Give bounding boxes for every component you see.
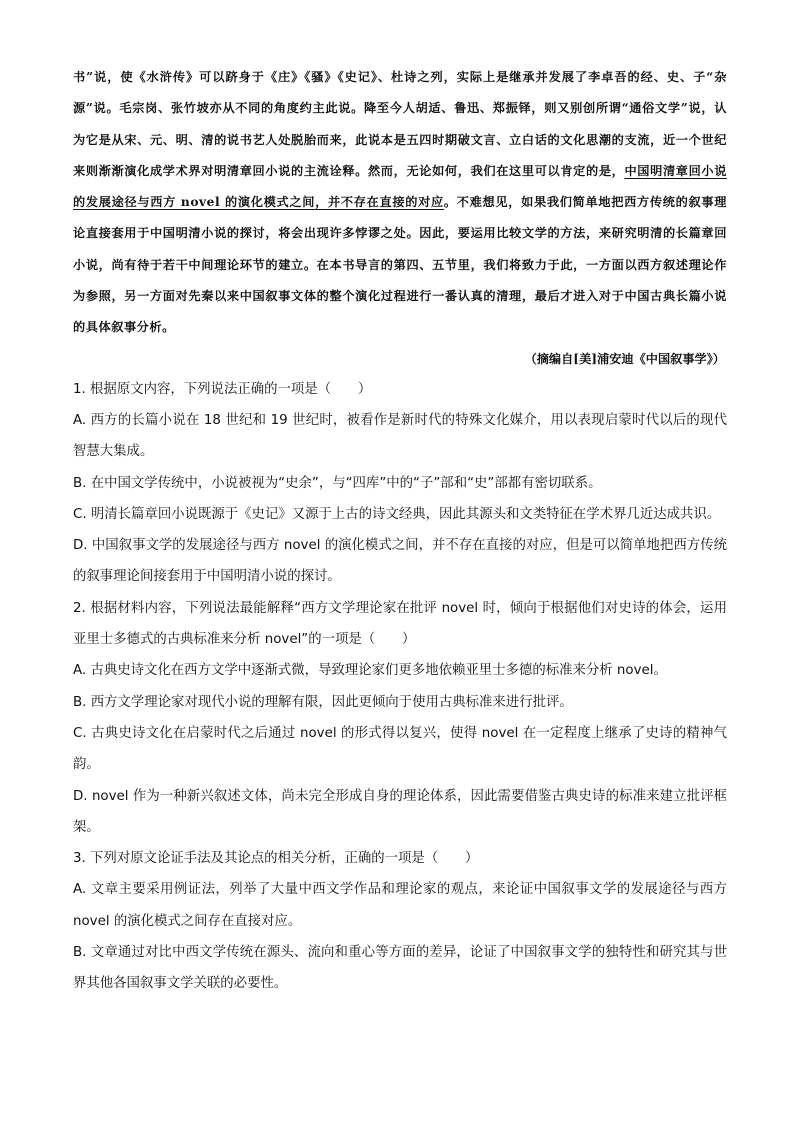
question-stem: 1. 根据原文内容，下列说法正确的一项是（ ） (73, 381, 372, 397)
passage-text-b: 。不难想见，如果我们简单地把西方传统的叙事理论直接套用于中国明清小说的探讨，将会出现许多悖谬之处。因此，要运用比较文学的方法，来研究明清的长篇章回小说，尚有待于若干中间理论环节的建立。在本书导言的第四、五节里，我们将致力于此，一方面以西方叙述理论作为参照，另一方面对先秦以来中国叙事文体的整个演化过程进行一番认真的清理，最后才进入对于中国古典长篇小说的具体叙事分析。 (73, 195, 727, 335)
passage-text-a: 书”说，使《水浒传》可以跻身于《庄》《骚》《史记》、杜诗之列，实际上是继承并发展了李卓吾的经、史、子“杂源”说。毛宗岗、张竹坡亦从不同的角度约主此说。降至今人胡适、鲁迅、郑振铎，则又别创所谓“通俗文学”说，认为它是从宋、元、明、清的说书艺人处脱胎而来，此说本是五四时期破文言、立白话的文化思潮的支流，近一个世纪来则渐渐演化成学术界对明清章回小说的主流诠释。然而，无论如何，我们在这里可以肯定的是， (73, 70, 727, 178)
option-a: A. 西方的长篇小说在 18 世纪和 19 世纪时，被看作是新时代的特殊文化媒介，用以表现启蒙时代以后的现代智慧大集成。 (73, 412, 727, 460)
question-stem: 2. 根据材料内容，下列说法最能解释“西方文学理论家在批评 novel 时，倾向于根据他们对史诗的体会，运用亚里士多德式的古典标准来分析 novel”的一项是（ ） (73, 600, 727, 648)
question-3 (73, 843, 727, 999)
option-a: A. 文章主要采用例证法，列举了大量中西文学作品和理论家的观点，来论证中国叙事文学的发展途径与西方 novel 的演化模式之间存在直接对应。 (73, 882, 727, 929)
question-stem: 3. 下列对原文论证手法及其论点的相关分析，正确的一项是（ ） (73, 851, 479, 867)
option-b: B. 在中国文学传统中，小说被视为“史余”，与“四库”中的“子”部和“史”部都有密切联系。 (73, 475, 602, 491)
question-list (73, 374, 727, 1000)
option-c: C. 明清长篇章回小说既源于《史记》又源于上古的诗文经典，因此其源头和文类特征在学术界几近达成共识。 (73, 506, 721, 522)
option-c: C. 古典史诗文化在启蒙时代之后通过 novel 的形式得以复兴，使得 novel 在一定程度上继承了史诗的精神气韵。 (73, 725, 727, 773)
option-b: B. 文章通过对比中西文学传统在源头、流向和重心等方面的差异，论证了中国叙事文学的独特性和研究其与世界其他各国叙事文学关联的必要性。 (73, 945, 727, 992)
passage-paragraph (73, 62, 727, 344)
passage-underlined-sentence: 中国明清章回小说的发展途径与西方 novel 的演化模式之间，并不存在直接的对应 (73, 163, 727, 210)
option-a: A. 古典史诗文化在西方文学中逐渐式微，导致理论家们更多地依赖亚里士多德的标准来分析 novel。 (73, 663, 667, 679)
question-2 (73, 593, 727, 843)
question-1 (73, 374, 727, 593)
document-page (73, 62, 727, 1000)
option-b: B. 西方文学理论家对现代小说的理解有限，因此更倾向于使用古典标准来进行批评。 (73, 694, 573, 710)
option-d: D. 中国叙事文学的发展途径与西方 novel 的演化模式之间，并不存在直接的对应，但是可以简单地把西方传统的叙事理论间接套用于中国明清小说的探讨。 (73, 538, 727, 585)
passage-source: （摘编自[美]浦安迪《中国叙事学》） (524, 351, 725, 366)
option-d: D. novel 作为一种新兴叙述文体，尚未完全形成自身的理论体系，因此需要借鉴古典史诗的标准来建立批评框架。 (73, 788, 727, 835)
